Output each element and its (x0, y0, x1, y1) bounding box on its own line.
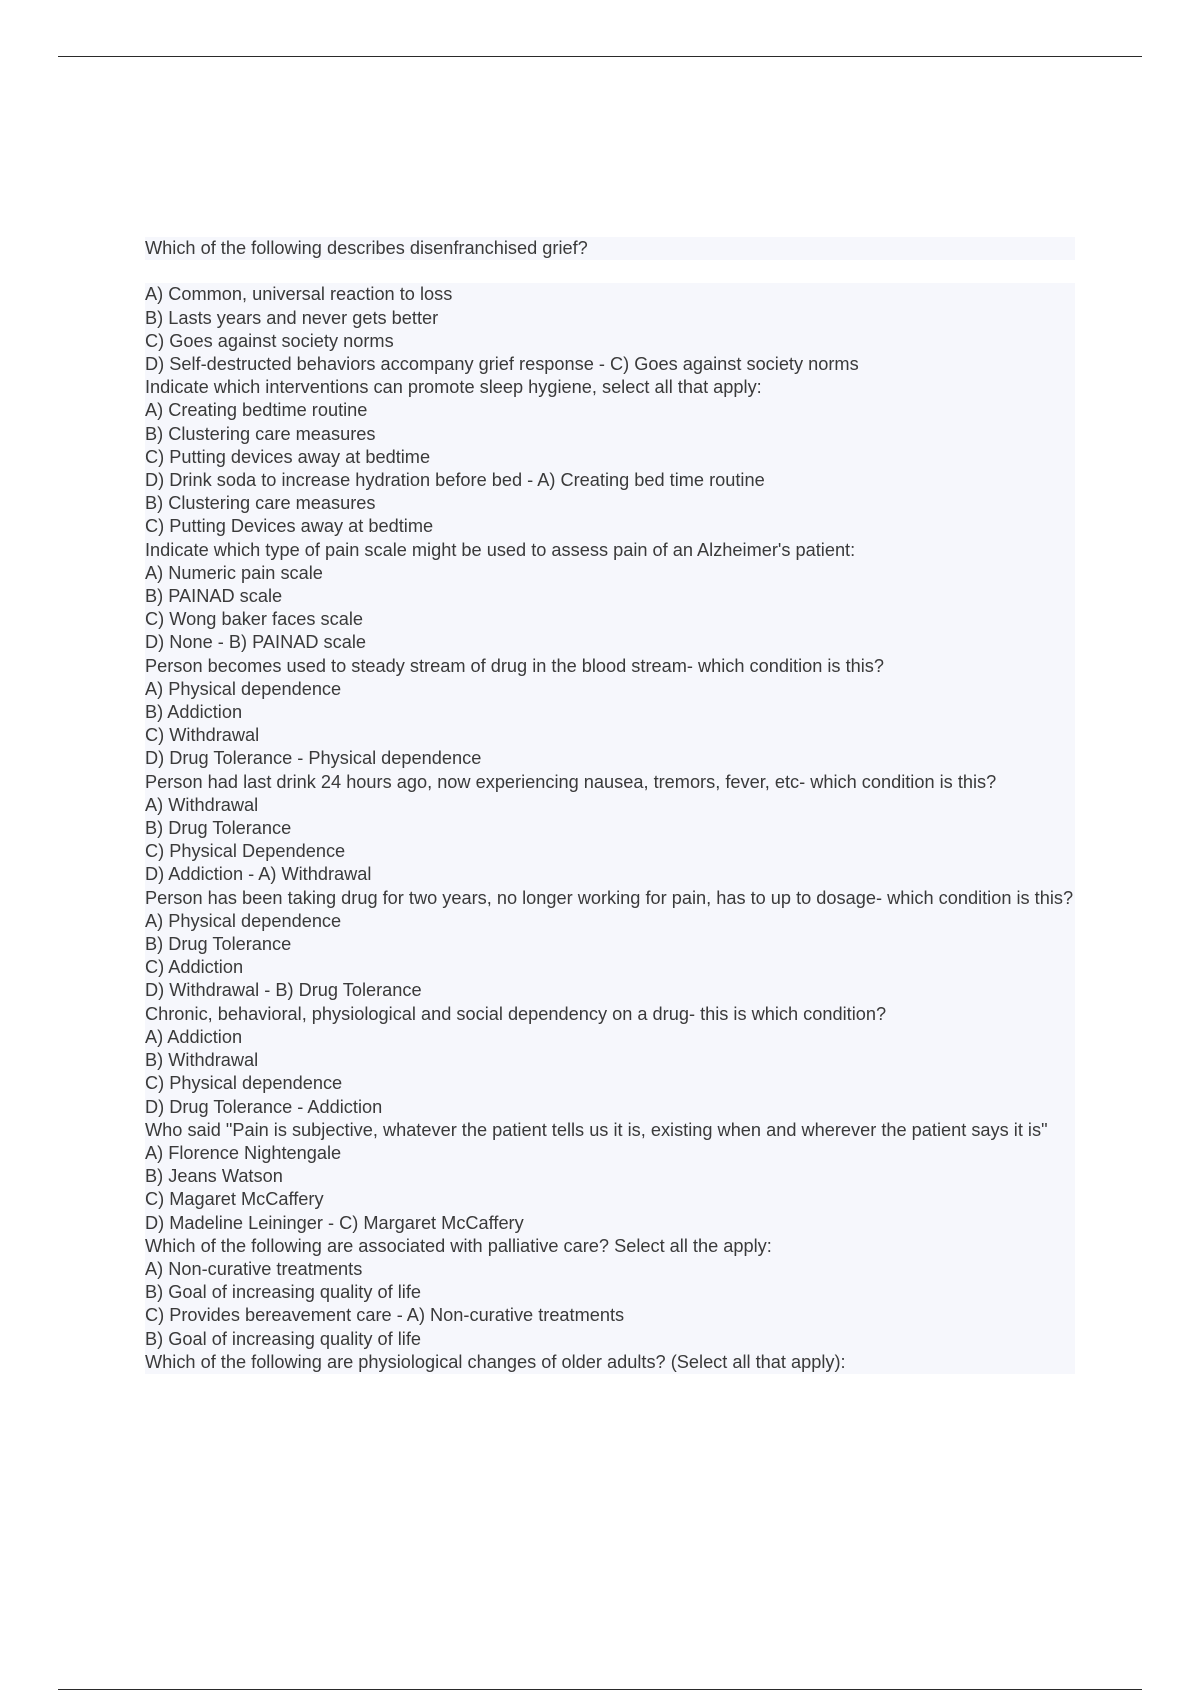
text-line: A) Non-curative treatments (145, 1258, 1075, 1281)
text-line: D) Addiction - A) Withdrawal (145, 863, 1075, 886)
text-line: A) Physical dependence (145, 678, 1075, 701)
text-line: D) Drink soda to increase hydration before bed - A) Creating bed time routine (145, 469, 1075, 492)
text-line: A) Withdrawal (145, 794, 1075, 817)
text-line: D) Withdrawal - B) Drug Tolerance (145, 979, 1075, 1002)
text-line: A) Addiction (145, 1026, 1075, 1049)
text-line: B) Drug Tolerance (145, 933, 1075, 956)
text-line: A) Florence Nightengale (145, 1142, 1075, 1165)
text-line: Person becomes used to steady stream of drug in the blood stream- which condition is this? (145, 655, 1075, 678)
text-line: B) PAINAD scale (145, 585, 1075, 608)
text-line: Person had last drink 24 hours ago, now experiencing nausea, tremors, fever, etc- which condition is this? (145, 771, 1075, 794)
text-line: Which of the following are associated with palliative care? Select all the apply: (145, 1235, 1075, 1258)
qa-lines (145, 283, 1075, 1374)
text-line: C) Goes against society norms (145, 330, 1075, 353)
text-line: Who said "Pain is subjective, whatever the patient tells us it is, existing when and wherever the patient says it is" (145, 1119, 1075, 1142)
text-line: B) Addiction (145, 701, 1075, 724)
bottom-rule (58, 1689, 1142, 1690)
text-line: A) Creating bedtime routine (145, 399, 1075, 422)
text-line: A) Physical dependence (145, 910, 1075, 933)
text-line: D) Drug Tolerance - Addiction (145, 1096, 1075, 1119)
text-line: D) Madeline Leininger - C) Margaret McCaffery (145, 1212, 1075, 1235)
text-line: C) Addiction (145, 956, 1075, 979)
text-line: Person has been taking drug for two years, no longer working for pain, has to up to dosage- which condition is this? (145, 887, 1075, 910)
text-line: Indicate which interventions can promote sleep hygiene, select all that apply: (145, 376, 1075, 399)
text-line: B) Drug Tolerance (145, 817, 1075, 840)
text-line: B) Withdrawal (145, 1049, 1075, 1072)
text-line: B) Goal of increasing quality of life (145, 1281, 1075, 1304)
text-line: C) Putting devices away at bedtime (145, 446, 1075, 469)
text-line: C) Withdrawal (145, 724, 1075, 747)
text-line: B) Clustering care measures (145, 492, 1075, 515)
top-rule (58, 56, 1142, 57)
text-line: C) Wong baker faces scale (145, 608, 1075, 631)
text-line: C) Magaret McCaffery (145, 1188, 1075, 1211)
text-line: Which of the following are physiological changes of older adults? (Select all that apply): (145, 1351, 1075, 1374)
text-line: B) Goal of increasing quality of life (145, 1328, 1075, 1351)
text-line: D) Self-destructed behaviors accompany grief response - C) Goes against society norms (145, 353, 1075, 376)
text-line: A) Common, universal reaction to loss (145, 283, 1075, 306)
text-line: B) Clustering care measures (145, 423, 1075, 446)
document-body (145, 237, 1075, 1374)
text-line: B) Lasts years and never gets better (145, 307, 1075, 330)
text-line: D) Drug Tolerance - Physical dependence (145, 747, 1075, 770)
text-line: C) Putting Devices away at bedtime (145, 515, 1075, 538)
text-line: A) Numeric pain scale (145, 562, 1075, 585)
text-line: Indicate which type of pain scale might be used to assess pain of an Alzheimer's patient: (145, 539, 1075, 562)
text-line: D) None - B) PAINAD scale (145, 631, 1075, 654)
text-line: B) Jeans Watson (145, 1165, 1075, 1188)
text-line: C) Physical Dependence (145, 840, 1075, 863)
intro-question: Which of the following describes disenfranchised grief? (145, 237, 1075, 260)
text-line: C) Physical dependence (145, 1072, 1075, 1095)
text-line: Chronic, behavioral, physiological and social dependency on a drug- this is which condition? (145, 1003, 1075, 1026)
text-line: C) Provides bereavement care - A) Non-curative treatments (145, 1304, 1075, 1327)
